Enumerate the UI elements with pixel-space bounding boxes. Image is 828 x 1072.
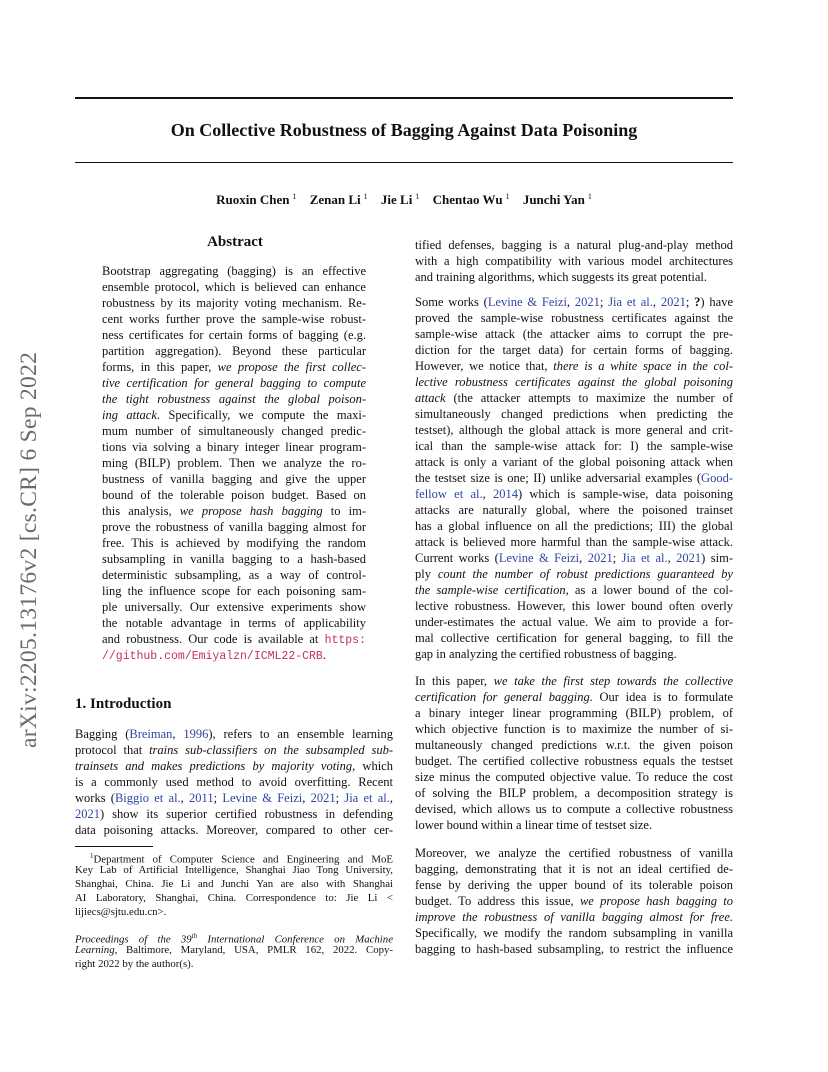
abstract-line bbox=[102, 391, 366, 407]
body-line bbox=[415, 566, 733, 582]
text: . bbox=[322, 648, 326, 662]
proceedings-line bbox=[75, 944, 393, 958]
body-line bbox=[415, 470, 733, 486]
footnote-rule bbox=[75, 846, 153, 847]
text: , Baltimore, Maryland, USA, PMLR 162, 2022. Copy- bbox=[114, 944, 393, 956]
abstract-line: Bootstrap aggregating (bagging) is an effective bbox=[102, 264, 366, 278]
emphasis: Learning bbox=[75, 944, 115, 956]
text: (the attacker attempts to maximize the number of bbox=[445, 391, 733, 405]
author bbox=[381, 192, 419, 207]
body-line: simultaneously changed predictions when predicting the bbox=[415, 407, 733, 421]
text: Bagging ( bbox=[75, 727, 130, 741]
body-line: with a high compatibility with various model architectures bbox=[415, 254, 733, 268]
text: ) sim- bbox=[701, 551, 734, 565]
abstract-line: free. This is achieved by modifying the random bbox=[102, 536, 366, 550]
emphasis: we take the first step towards the collective bbox=[493, 674, 733, 688]
text: , bbox=[302, 791, 311, 805]
title-bottom-rule bbox=[75, 162, 733, 163]
text: Our idea is to formulate bbox=[592, 690, 733, 704]
body-line: devised, which allows us to compute a collective robustness bbox=[415, 802, 733, 816]
citation-link[interactable]: Good- bbox=[701, 471, 733, 485]
citation-link[interactable]: Levine & Feizi bbox=[487, 295, 567, 309]
abstract-line: mum number of simultaneously changed predic- bbox=[102, 424, 366, 438]
body-line: sample-wise attack (the attacker aims to corrupt the pre- bbox=[415, 327, 733, 341]
text: protocol that bbox=[75, 743, 150, 757]
text: , bbox=[652, 295, 661, 309]
author-name: Ruoxin Chen bbox=[216, 192, 290, 208]
text: ; bbox=[612, 551, 622, 565]
emphasis: trainsets and makes predictions by majority voting bbox=[75, 759, 353, 773]
emphasis: attack bbox=[415, 391, 446, 405]
body-line: lective robustness. However, this lower bound often overly bbox=[415, 599, 733, 613]
abstract-line: ness certificates for certain forms of bagging (e.g. bbox=[102, 328, 366, 342]
body-line: ical than the sample-wise attack for: I) the sample-wise bbox=[415, 439, 733, 453]
body-line: mal collective certification for general bagging, to fill the bbox=[415, 631, 733, 645]
text: works ( bbox=[75, 791, 115, 805]
body-line bbox=[415, 893, 733, 909]
citation-link[interactable]: 2011 bbox=[189, 791, 214, 805]
text: ; bbox=[213, 791, 223, 805]
text: Current works ( bbox=[415, 551, 499, 565]
emphasis: tive certification for general bagging to compute bbox=[102, 376, 366, 390]
text: ; bbox=[335, 791, 345, 805]
footnote-line: Shanghai, China. Jie Li and Junchi Yan are also with Shanghai bbox=[75, 878, 393, 890]
text: , bbox=[667, 551, 677, 565]
citation-link[interactable]: 2021 bbox=[75, 807, 100, 821]
body-line: bagging to hash-based subsampling, to restrict the influence bbox=[415, 942, 733, 956]
affiliation-mark: 1 bbox=[505, 192, 510, 201]
intro-line: is a commonly used method to avoid overfitting. Recent bbox=[75, 775, 393, 789]
text: ) have bbox=[700, 295, 733, 309]
top-rule bbox=[75, 97, 733, 99]
citation-link[interactable]: 2014 bbox=[492, 487, 518, 501]
citation-link[interactable]: Levine & Feizi bbox=[222, 791, 303, 805]
emphasis: the tight robustness against the global poison- bbox=[102, 392, 366, 406]
text: , as a lower bound of the col- bbox=[565, 583, 733, 597]
body-line bbox=[415, 390, 733, 406]
citation-link[interactable]: 2021 bbox=[574, 295, 600, 309]
abstract-line bbox=[102, 503, 366, 519]
abstract-line: bound of the tolerable poison budget. Based on bbox=[102, 488, 366, 502]
abstract-line bbox=[102, 359, 366, 375]
abstract-line: ling the influence scope for each poisoning sam- bbox=[102, 584, 366, 598]
text: the testset size is one; II) unlike adversarial examples ( bbox=[415, 471, 702, 485]
body-line: tified defenses, bagging is a natural plug-and-play method bbox=[415, 238, 733, 252]
author-name: Zenan Li bbox=[309, 192, 361, 208]
body-line bbox=[415, 550, 733, 566]
emphasis: ing attack bbox=[102, 408, 157, 422]
intro-line bbox=[75, 758, 393, 774]
body-line: Moreover, we analyze the certified robustness of vanilla bbox=[415, 846, 733, 860]
citation-link[interactable]: 2021 bbox=[660, 295, 686, 309]
abstract-line: deterministic subsampling, as a way of control- bbox=[102, 568, 366, 582]
text: , bbox=[566, 295, 575, 309]
author-name: Jie Li bbox=[380, 192, 413, 208]
affiliation-mark: 1 bbox=[587, 192, 592, 201]
intro-line bbox=[75, 726, 393, 742]
body-line: lower bound within a linear time of testset size. bbox=[415, 818, 653, 832]
author bbox=[216, 192, 296, 207]
body-line: a binary integer linear programming (BILP) problem, of bbox=[415, 706, 733, 720]
emphasis: Proceedings of the 39 bbox=[75, 933, 192, 946]
emphasis: there is a white space in the col- bbox=[553, 359, 733, 373]
intro-line bbox=[75, 806, 393, 822]
text: . Specifically, we compute the maxi- bbox=[156, 408, 367, 422]
body-line: which objective function is to maximize the number of si- bbox=[415, 722, 733, 736]
abstract-line: prove the robustness of vanilla bagging almost for bbox=[102, 520, 366, 534]
abstract-line: subsampling in vanilla bagging to a hash-based bbox=[102, 552, 366, 566]
author-name: Chentao Wu bbox=[432, 192, 503, 208]
footnote-line: lijiecs@sjtu.edu.cn>. bbox=[75, 906, 167, 918]
citation-link[interactable]: 2021 bbox=[587, 551, 613, 565]
abstract-line: ming (BILP) problem. Then we analyze the ro- bbox=[102, 456, 366, 470]
body-line bbox=[415, 582, 733, 598]
body-line bbox=[415, 909, 733, 925]
intro-line bbox=[75, 790, 393, 806]
citation-link[interactable]: 2021 bbox=[676, 551, 702, 565]
body-line: budget. The certified collective robustness equals the testset bbox=[415, 754, 733, 768]
abstract-line: the notable advantage in terms of applicability bbox=[102, 616, 366, 630]
body-line: size minus the computed objective value. To reduce the cost bbox=[415, 770, 733, 784]
body-line: under-estimates the actual value. We aim to provide a for- bbox=[415, 615, 733, 629]
text: to im- bbox=[322, 504, 366, 518]
emphasis: International Conference on Machine bbox=[197, 933, 393, 946]
body-line: of solving the BILP problem, a decomposition strategy is bbox=[415, 786, 733, 800]
author bbox=[433, 192, 510, 207]
citation-link[interactable]: Jia et al. bbox=[608, 295, 653, 309]
body-line: fense by deriving the upper bound of its tolerable poison bbox=[415, 878, 733, 892]
text: Some works ( bbox=[415, 295, 488, 309]
text: , bbox=[180, 791, 190, 805]
abstract-line: robustness by its majority voting mechanism. Re- bbox=[102, 296, 366, 310]
body-line: testset), although the global attack is more general and crit- bbox=[415, 423, 733, 437]
emphasis: we propose the first collec- bbox=[217, 360, 366, 374]
citation-link[interactable]: Levine & Feizi bbox=[498, 551, 580, 565]
abstract-line: bustness of vanilla bagging and give the upper bbox=[102, 472, 366, 486]
emphasis: we propose hash bagging to bbox=[579, 894, 734, 908]
body-line bbox=[415, 374, 733, 390]
citation-link[interactable]: 2021 bbox=[310, 791, 336, 805]
citation-link[interactable]: Breiman bbox=[129, 727, 173, 741]
body-line: attack is believed more harmful than the sample-wise attack. bbox=[415, 535, 733, 549]
citation-link[interactable]: fellow et al. bbox=[415, 487, 483, 501]
text: In this paper, bbox=[415, 674, 494, 688]
body-line bbox=[415, 689, 733, 705]
body-line: bagging, demonstrating that it is not an ideal certified de- bbox=[415, 862, 733, 876]
intro-line bbox=[75, 742, 393, 758]
body-line bbox=[415, 358, 733, 374]
citation-link[interactable]: Jia et al. bbox=[344, 791, 390, 805]
abstract-line bbox=[102, 407, 366, 423]
text: Department of Computer Science and Engineering and MoE bbox=[93, 853, 393, 866]
text: , bbox=[482, 487, 493, 501]
body-line bbox=[415, 673, 733, 689]
emphasis: lective robustness certificates against the global poisoning bbox=[415, 375, 733, 389]
code-link[interactable]: //github.com/Emiyalzn/ICML22-CRB bbox=[102, 650, 323, 663]
body-line: Specifically, we modify the random subsampling in vanilla bbox=[415, 926, 733, 940]
abstract-line: ensemble protocol, which is believed can enhance bbox=[102, 280, 366, 294]
author-list bbox=[75, 192, 733, 208]
abstract-line: cent works further prove the sample-wise robust- bbox=[102, 312, 366, 326]
text: However, we notice that, bbox=[415, 359, 554, 373]
emphasis: the sample-wise certification bbox=[415, 583, 566, 597]
footnote-mark: 1 bbox=[90, 852, 94, 860]
code-link[interactable]: https: bbox=[324, 634, 366, 647]
body-line: diction for the target data) for certain forms of bagging. bbox=[415, 343, 733, 357]
affiliation-mark: 1 bbox=[415, 192, 420, 201]
affiliation-mark: 1 bbox=[292, 192, 297, 201]
abstract-line: partition aggregation). Beyond these particular bbox=[102, 344, 366, 358]
abstract-line: ple universally. Our extensive experiments show bbox=[102, 600, 366, 614]
body-line: attack is only a variant of the global poisoning attack when bbox=[415, 455, 733, 469]
text: ; bbox=[599, 295, 609, 309]
body-line bbox=[415, 294, 733, 310]
section-heading: 1. Introduction bbox=[75, 696, 172, 712]
abstract-line: tions via solving a binary integer linear program- bbox=[102, 440, 366, 454]
emphasis: count the number of robust predictions guaranteed by bbox=[437, 567, 733, 581]
footnote-line: AI Laboratory, Shanghai, China. Correspondence to: Jie Li < bbox=[75, 892, 393, 904]
text: , bbox=[389, 791, 393, 805]
author-name: Junchi Yan bbox=[522, 192, 585, 208]
superscript: th bbox=[191, 932, 198, 940]
body-line: has a global influence on all the predictions; III) the global bbox=[415, 519, 733, 533]
text: and robustness. Our code is available at bbox=[102, 632, 325, 646]
paper-title: On Collective Robustness of Bagging Against Data Poisoning bbox=[170, 120, 638, 140]
author bbox=[523, 192, 592, 207]
text: this analysis, bbox=[102, 504, 180, 518]
text: , which bbox=[352, 759, 393, 773]
text: ply bbox=[415, 567, 438, 581]
body-line bbox=[415, 486, 733, 502]
text: , bbox=[172, 727, 184, 741]
emphasis: we propose hash bagging bbox=[179, 504, 323, 518]
text: ; bbox=[685, 295, 695, 309]
abstract-line bbox=[102, 647, 366, 665]
abstract-line bbox=[102, 375, 366, 391]
body-line: and training algorithms, which suggests its great potential. bbox=[415, 270, 707, 284]
proceedings-line: right 2022 by the author(s). bbox=[75, 958, 194, 970]
body-line: multaneously changed predictions w.r.t. the given poison bbox=[415, 738, 733, 752]
citation-link[interactable]: Jia et al. bbox=[621, 551, 668, 565]
text: forms, in this paper, bbox=[102, 360, 218, 374]
body-line: attacks are naturally global, where the poisoned trainset bbox=[415, 503, 733, 517]
citation-link[interactable]: 1996 bbox=[183, 727, 209, 741]
footnote-line: Key Lab of Artificial Intelligence, Shanghai Jiao Tong University, bbox=[75, 864, 393, 876]
text: ), refers to an ensemble learning bbox=[208, 727, 394, 741]
text: , bbox=[579, 551, 588, 565]
intro-line: data poisoning attacks. Moreover, compared to other cer- bbox=[75, 823, 393, 837]
emphasis: improve the robustness of vanilla bagging almost for free. bbox=[415, 910, 733, 924]
emphasis: trains sub-classifiers on the subsampled sub- bbox=[149, 743, 393, 757]
text: budget. To address this issue, bbox=[415, 894, 580, 908]
author bbox=[310, 192, 368, 207]
arxiv-stamp: arXiv:2205.13176v2 [cs.CR] 6 Sep 2022 bbox=[16, 351, 42, 748]
emphasis: certification for general bagging. bbox=[415, 690, 593, 704]
text: ) which is sample-wise, data poisoning bbox=[517, 487, 733, 501]
citation-link[interactable]: Biggio et al. bbox=[114, 791, 181, 805]
text: ) show its superior certified robustness in defending bbox=[100, 807, 393, 821]
body-line: gap in analyzing the certified robustness of bagging. bbox=[415, 647, 677, 661]
missing-citation: ? bbox=[694, 295, 701, 309]
body-line: proved the sample-wise robustness certificates against the bbox=[415, 311, 733, 325]
abstract-heading: Abstract bbox=[207, 234, 263, 250]
affiliation-mark: 1 bbox=[363, 192, 368, 201]
